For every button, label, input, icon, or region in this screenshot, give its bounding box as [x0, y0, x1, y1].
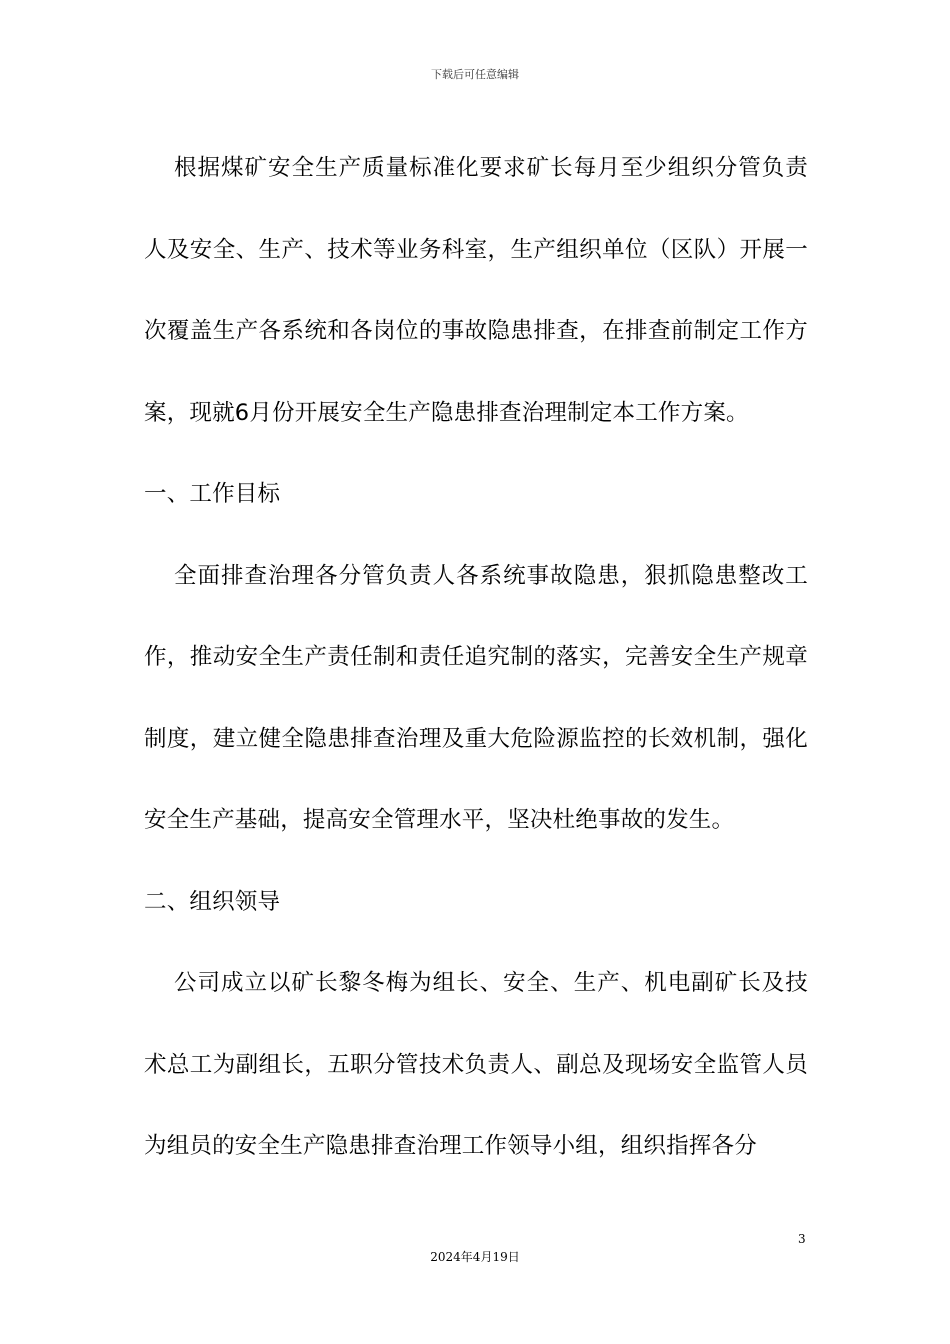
paragraph-organization: 公司成立以矿长黎冬梅为组长、安全、生产、机电副矿长及技术总工为副组长，五职分管技术负责人、副总及现场安全监管人员为组员的安全生产隐患排查治理工作领导小组，组织指挥各分: [144, 970, 808, 1159]
footer-date: 2024年4月19日: [430, 1250, 520, 1264]
page-header: 下载后可任意编辑: [431, 68, 519, 81]
section-heading-organization: 二、组织领导: [144, 888, 281, 915]
section-heading-goals: 一、工作目标: [144, 481, 281, 507]
paragraph-intro: 根据煤矿安全生产质量标准化要求矿长每月至少组织分管负责人及安全、生产、技术等业务科室，生产组织单位（区队）开展一次覆盖生产各系统和各岗位的事故隐患排查，在排查前制定工作方案，现就6月份开展安全生产隐患排查治理制定本工作方案。: [144, 155, 808, 426]
document-body: [144, 128, 808, 1188]
paragraph-goals: 全面排查治理各分管负责人各系统事故隐患，狠抓隐患整改工作，推动安全生产责任制和责任追究制的落实，完善安全生产规章制度，建立健全隐患排查治理及重大危险源监控的长效机制，强化安全生产基础，提高安全管理水平，坚决杜绝事故的发生。: [144, 562, 808, 833]
page-number: 3: [798, 1232, 806, 1246]
